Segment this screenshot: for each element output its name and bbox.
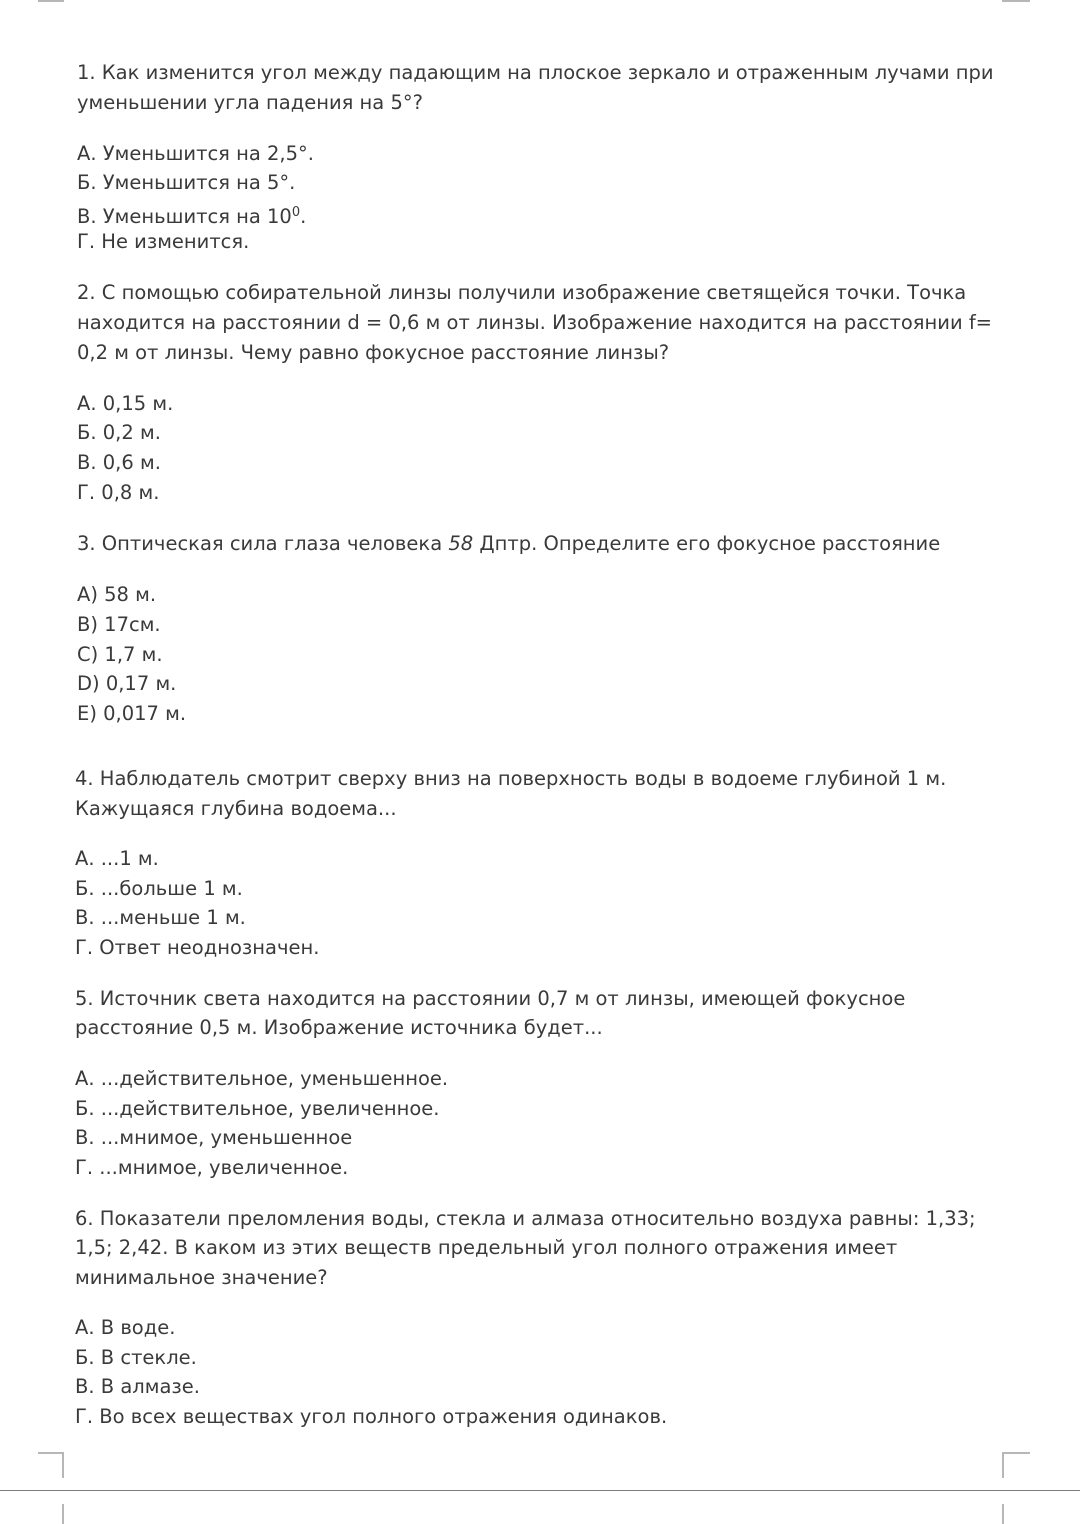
question-3-option-d: D) 0,17 м. [77, 672, 177, 695]
question-5-option-c: В. ...мнимое, уменьшенное [75, 1126, 353, 1149]
next-page-crop-right [1002, 1504, 1004, 1524]
question-1-line-2: уменьшении угла падения на 5°? [77, 91, 423, 114]
question-3-option-c: С) 1,7 м. [77, 643, 163, 666]
next-page-crop-left [62, 1504, 64, 1524]
crop-mark-bottom-left-v [62, 1452, 64, 1478]
question-1-option-a: А. Уменьшится на 2,5°. [77, 142, 314, 165]
question-1-option-c-degree: 0 [291, 205, 301, 220]
question-3-option-e: Е) 0,017 м. [77, 702, 187, 725]
question-5-line-1: 5. Источник света находится на расстоянии 0,7 м от линзы, имеющей фокусное [75, 987, 906, 1010]
question-4-option-b: Б. ...больше 1 м. [75, 877, 243, 900]
question-4-option-d: Г. Ответ неоднозначен. [75, 936, 320, 959]
question-5-option-b: Б. ...действительное, увеличенное. [75, 1097, 440, 1120]
question-4-option-c: В. ...меньше 1 м. [75, 906, 246, 929]
question-2-option-c: В. 0,6 м. [77, 451, 161, 474]
crop-mark-bottom-left-h [38, 1452, 64, 1454]
question-2-option-a: А. 0,15 м. [77, 392, 174, 415]
question-2-line-2: находится на расстоянии d = 0,6 м от линзы. Изображение находится на расстоянии f= [77, 311, 993, 334]
question-2-line-1: 2. С помощью собирательной линзы получили изображение светящейся точки. Точка [77, 281, 967, 304]
crop-mark-bottom-right-v [1002, 1452, 1004, 1478]
question-6-line-2: 1,5; 2,42. В каком из этих веществ предельный угол полного отражения имеет [75, 1236, 898, 1259]
crop-mark-top-left [38, 0, 64, 2]
question-5-option-d: Г. ...мнимое, увеличенное. [75, 1156, 349, 1179]
question-6-option-a: А. В воде. [75, 1316, 176, 1339]
question-2-line-3: 0,2 м от линзы. Чему равно фокусное расстояние линзы? [77, 341, 670, 364]
question-5-option-a: А. ...действительное, уменьшенное. [75, 1067, 449, 1090]
question-3-line-1 [77, 529, 940, 559]
question-6-option-b: Б. В стекле. [75, 1346, 197, 1369]
question-4-line-1: 4. Наблюдатель смотрит сверху вниз на поверхность воды в водоеме глубиной 1 м. [75, 767, 947, 790]
question-1-option-b: Б. Уменьшится на 5°. [77, 171, 296, 194]
page-break-line [0, 1490, 1080, 1491]
question-1-line-1: 1. Как изменится угол между падающим на плоское зеркало и отраженным лучами при [77, 61, 994, 84]
question-6-line-3: минимальное значение? [75, 1266, 328, 1289]
question-4-line-2: Кажущаяся глубина водоема... [75, 797, 397, 820]
question-2-option-d: Г. 0,8 м. [77, 481, 160, 504]
question-4-option-a: А. ...1 м. [75, 847, 159, 870]
question-3-prefix: 3. Оптическая сила глаза человека [77, 532, 449, 555]
question-6-option-d: Г. Во всех веществах угол полного отражения одинаков. [75, 1405, 668, 1428]
question-6-option-c: В. В алмазе. [75, 1375, 200, 1398]
question-1-option-d: Г. Не изменится. [77, 230, 250, 253]
crop-mark-top-right [1002, 0, 1030, 2]
question-3-option-b: В) 17см. [77, 613, 161, 636]
question-2-option-b: Б. 0,2 м. [77, 421, 161, 444]
question-3-suffix: Дптр. Определите его фокусное расстояние [473, 532, 941, 555]
crop-mark-bottom-right-h [1002, 1452, 1030, 1454]
question-1-option-c-text: В. Уменьшится на 10 [77, 205, 292, 228]
question-3-option-a: А) 58 м. [77, 583, 157, 606]
question-3-value: 58 [448, 532, 474, 555]
question-5-line-2: расстояние 0,5 м. Изображение источника будет... [75, 1016, 603, 1039]
question-1-option-c-tail: . [300, 205, 307, 228]
question-6-line-1: 6. Показатели преломления воды, стекла и алмаза относительно воздуха равны: 1,33; [75, 1207, 976, 1230]
